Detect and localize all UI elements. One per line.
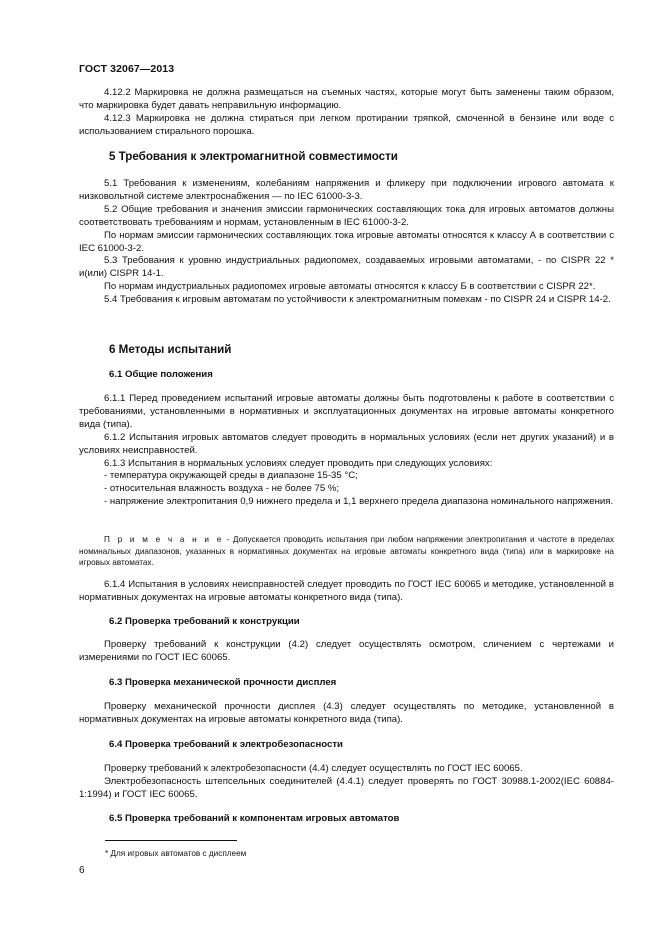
paragraph-6-1-3: 6.1.3 Испытания в нормальных условиях следует проводить при следующих условиях:: [104, 457, 493, 469]
section-6-5-title: 6.5 Проверка требований к компонентам игровых автоматов: [109, 813, 400, 824]
section-5-title: 5 Требования к электромагнитной совместимости: [109, 150, 398, 163]
paragraph-6-1-4-block: [79, 579, 614, 605]
section-6-1-title-block: [79, 369, 614, 382]
paragraph-5-2b: По нормам эмиссии гармонических составляющих тока игровые автоматы относятся к классу А в соответствии с IEC 61000-3-2.: [79, 229, 614, 254]
paragraph-4-12-2-block: [79, 87, 614, 139]
condition-humidity: - относительная влажность воздуха - не более 75 %;: [104, 483, 340, 495]
section-5-title-block: [79, 151, 614, 164]
section-6-4-title-block: [79, 739, 614, 752]
paragraph-6-4: Проверку требований к электробезопасности (4.4) следует осуществлять по ГОСТ IEC 60065.: [104, 763, 523, 774]
paragraph-5-2: 5.2 Общие требования и значения эмиссии гармонических составляющих тока для игровых автоматов должны соответствовать требованиям и нормам, установленным в IEC 61000-3-2.: [79, 203, 614, 228]
note: [79, 534, 614, 569]
section-6-title-block: [79, 344, 614, 357]
section-6-5-title-block: [79, 813, 614, 826]
section-6-2-body: [79, 639, 614, 665]
paragraph-5-3b: По нормам индустриальных радиопомех игровые автоматы относятся к классу Б в соответствии с CISPR 22*.: [104, 281, 596, 293]
section-6-2-title: 6.2 Проверка требований к конструкции: [109, 616, 300, 627]
paragraph-6-3: Проверку механической прочности дисплея (4.3) следует осуществлять по методике, установленной в нормативных документах на игровые автоматы конкретного вида (типа).: [79, 701, 614, 725]
paragraph-5-3: 5.3 Требования к уровню индустриальных радиопомех, создаваемых игровыми автоматами, - по CISPR 22 * и(или) CISPR 14-1.: [79, 255, 614, 280]
paragraph-6-4b: Электробезопасность штепсельных соединителей (4.4.1) следует проверять по ГОСТ 30988.1-2002(IEC 60884-1:1994) и ГОСТ IEC 60065.: [79, 775, 614, 800]
section-6-3-title-block: [79, 677, 614, 690]
document-header-code: ГОСТ 32067—2013: [79, 63, 175, 75]
note-label: П р и м е ч а н и е: [104, 535, 224, 544]
note-text: - Допускается проводить испытания при любом напряжении электропитания и частоте в пределах номинальных диапазонов, указанных в нормативных документах на игровые автоматы конкретного вида (типа) или в маркировке на игровых автоматах.: [79, 535, 614, 568]
section-6-1-body: [79, 393, 614, 509]
section-6-4-body: [79, 763, 614, 802]
page-number: 6: [79, 865, 85, 876]
section-6-3-title: 6.3 Проверка механической прочности дисплея: [109, 677, 337, 688]
paragraph-6-1-1: 6.1.1 Перед проведением испытаний игровые автоматы должны быть подготовлены к работе в соответствии с требованиями, установленными в нормативных и эксплуатационных документах на игровые автоматы конкретного вида (типа).: [79, 393, 614, 430]
paragraph-6-2: Проверку требований к конструкции (4.2) следует осуществлять осмотром, сличением с чертежами и измерениями по ГОСТ IEC 60065.: [79, 639, 614, 663]
paragraph-6-1-4: 6.1.4 Испытания в условиях неисправностей следует проводить по ГОСТ IEC 60065 и методике, установленной в нормативных документах на игровые автоматы конкретного вида (типа).: [79, 579, 614, 603]
paragraph-4-12-2: 4.12.2 Маркировка не должна размещаться на съемных частях, которые могут быть заменены таким образом, что маркировка будет давать неправильную информацию.: [79, 87, 614, 111]
paragraph-5-4: 5.4 Требования к игровым автоматам по устойчивости к электромагнитным помехам - по CISPR 24 и CISPR 14-2.: [104, 294, 611, 306]
section-6-2-title-block: [79, 616, 614, 629]
section-6-4-title: 6.4 Проверка требований к электробезопасности: [109, 739, 343, 750]
condition-voltage: - напряжение электропитания 0,9 нижнего предела и 1,1 верхнего предела диапазона номинального напряжения.: [104, 496, 614, 508]
section-6-title: 6 Методы испытаний: [109, 343, 232, 356]
note-block: [79, 534, 614, 569]
section-5-body: [79, 178, 614, 307]
paragraph-5-1: 5.1 Требования к изменениям, колебаниям напряжения и фликеру при подключении игрового автомата к низковольтной системе электроснабжения — по IEC 61000-3-3.: [79, 178, 614, 202]
condition-temperature: - температура окружающей среды в диапазоне 15-35 °С;: [104, 470, 358, 482]
footnote: * Для игровых автоматов с дисплеем: [105, 849, 247, 858]
paragraph-6-1-2: 6.1.2 Испытания игровых автоматов следует проводить в нормальных условиях (если нет других указаний) и в условиях неисправностей.: [79, 431, 614, 456]
paragraph-4-12-3: 4.12.3 Маркировка не должна стираться при легком протирании тряпкой, смоченной в бензине или воде с использованием стирального порошка.: [79, 112, 614, 137]
section-6-1-title: 6.1 Общие положения: [109, 369, 213, 380]
section-6-3-body: [79, 701, 614, 727]
footnote-divider: [105, 840, 237, 841]
